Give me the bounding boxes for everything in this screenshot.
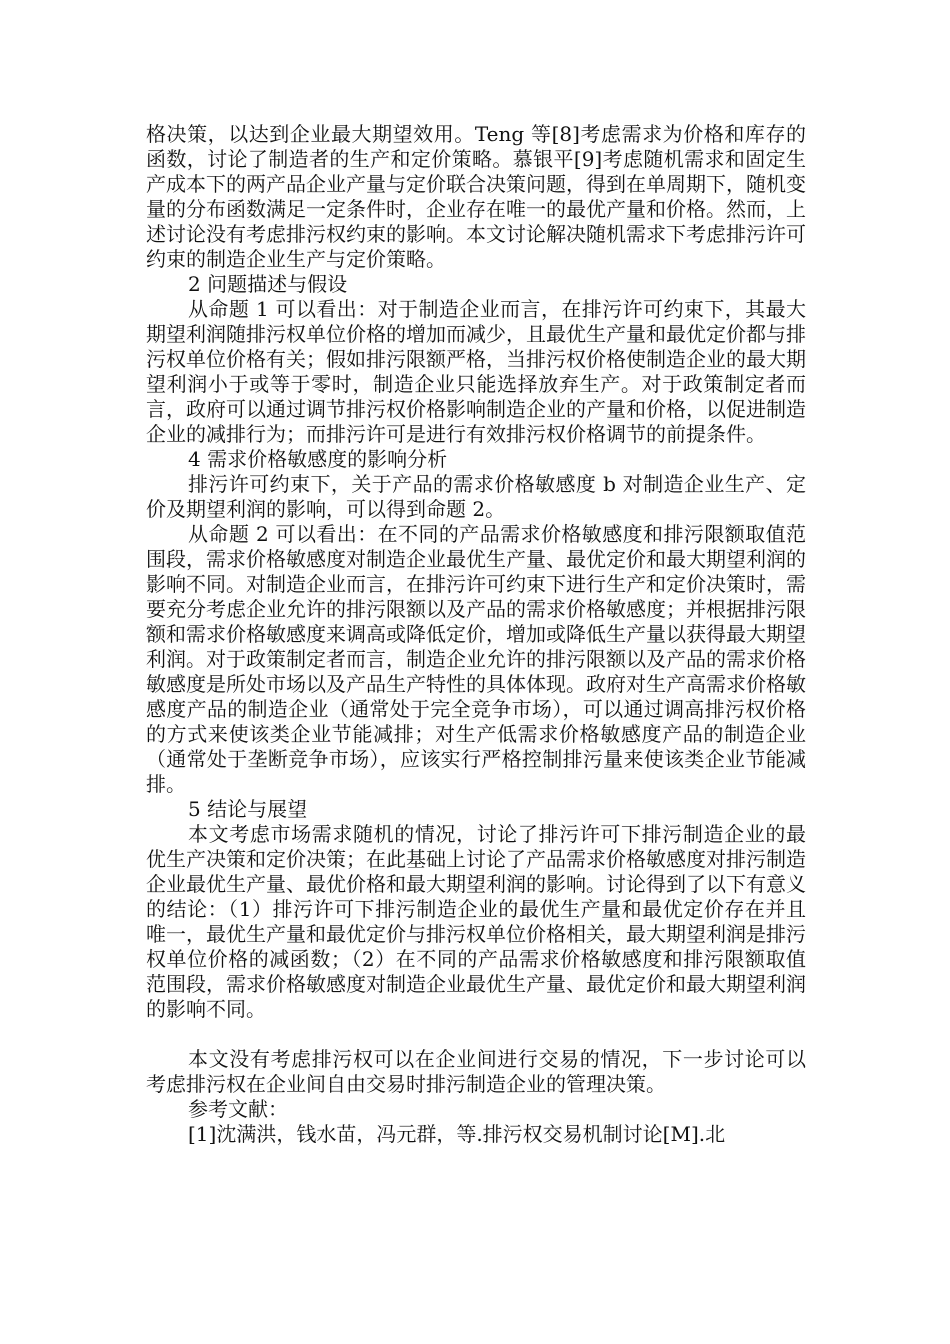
paragraph-intro-continuation: 格决策，以达到企业最大期望效用。Teng 等[8]考虑需求为价格和库存的函数，讨论了制造者的生产和定价策略。慕银平[9]考虑随机需求和固定生产成本下的两产品企业产量与定价联合决策问题，得到在单周期下，随机变量的分布函数满足一定条件时，企业存在唯一的最优产量和价格。然而，上述讨论没有考虑排污权约束的影响。本文讨论解决随机需求下考虑排污许可约束的制造企业生产与定价策略。 [146, 122, 806, 271]
paragraph-conclusion: 本文考虑市场需求随机的情况，讨论了排污许可下排污制造企业的最优生产决策和定价决策；在此基础上讨论了产品需求价格敏感度对排污制造企业最优生产量、最优价格和最大期望利润的影响。讨论得到了以下有意义的结论：（1）排污许可下排污制造企业的最优生产量和最优定价存在并且唯一，最优生产量和最优定价与排污权单位价格相关，最大期望利润是排污权单位价格的减函数；（2）在不同的产品需求价格敏感度和排污限额取值范围段，需求价格敏感度对制造企业最优生产量、最优定价和最大期望利润的影响不同。 [146, 822, 806, 1021]
section-heading-problem-description: 2 问题描述与假设 [188, 272, 348, 296]
paragraph-proposition-2: 从命题 2 可以看出：在不同的产品需求价格敏感度和排污限额取值范围段，需求价格敏感度对制造企业最优生产量、最优定价和最大期望利润的影响不同。对制造企业而言，在排污许可约束下进行生产和定价决策时，需要充分考虑企业允许的排污限额以及产品的需求价格敏感度；并根据排污限额和需求价格敏感度来调高或降低定价，增加或降低生产量以获得最大期望利润。对于政策制定者而言，制造企业允许的排污限额以及产品的需求价格敏感度是所处市场以及产品生产特性的具体体现。政府对生产高需求价格敏感度产品的制造企业（通常处于完全竞争市场），可以通过调高排污权价格的方式来使该类企业节能减排；对生产低需求价格敏感度产品的制造企业（通常处于垄断竞争市场），应该实行严格控制排污量来使该类企业节能减排。 [146, 522, 806, 796]
paragraph-proposition-1: 从命题 1 可以看出：对于制造企业而言，在排污许可约束下，其最大期望利润随排污权单位价格的增加而减少，且最优生产量和最优定价都与排污权单位价格有关；假如排污限额严格，当排污权价格使制造企业的最大期望利润小于或等于零时，制造企业只能选择放弃生产。对于政策制定者而言，政府可以通过调节排污权价格影响制造企业的产量和价格，以促进制造企业的减排行为；而排污许可是进行有效排污权价格调节的前提条件。 [146, 297, 806, 446]
paragraph-sensitivity-intro: 排污许可约束下，关于产品的需求价格敏感度 b 对制造企业生产、定价及期望利润的影响，可以得到命题 2。 [146, 472, 806, 521]
section-heading-sensitivity-analysis: 4 需求价格敏感度的影响分析 [188, 447, 448, 471]
document-body [146, 122, 806, 1147]
reference-item: [1]沈满洪，钱水苗，冯元群，等.排污权交易机制讨论[M].北 [188, 1122, 726, 1146]
paragraph-future-work: 本文没有考虑排污权可以在企业间进行交易的情况，下一步讨论可以考虑排污权在企业间自由交易时排污制造企业的管理决策。 [146, 1047, 806, 1096]
references-heading: 参考文献： [188, 1097, 288, 1121]
section-heading-conclusion: 5 结论与展望 [188, 797, 308, 821]
